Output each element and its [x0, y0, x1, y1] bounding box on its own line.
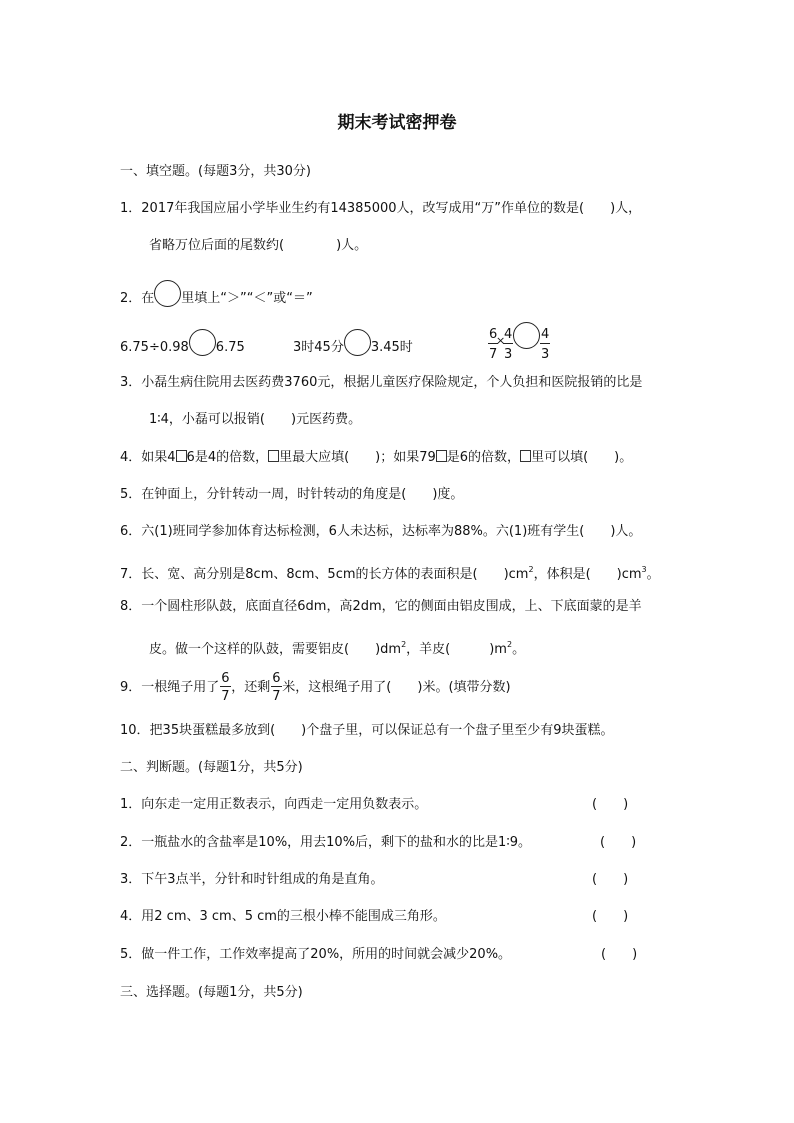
- q7-part1: 7．长、宽、高分别是8cm、8cm、5cm的长方体的表面积是( )cm: [120, 567, 529, 582]
- question-1-line2: 省略万位后面的尾数约( )人。: [149, 238, 368, 253]
- question-1-line1: 1．2017年我国应届小学毕业生约有14385000人，改写成用“万”作单位的数是( )人，: [120, 201, 642, 216]
- judge-answer-3[interactable]: ( ): [592, 872, 629, 887]
- q9-part2: ，还剩: [231, 680, 271, 695]
- q4-part4: 是6的倍数，: [446, 450, 521, 465]
- q8-sup2: 2: [506, 640, 513, 649]
- q2a-left: 6.75÷0.98: [120, 340, 189, 355]
- q8-part1: 皮。做一个这样的队鼓，需要铝皮( )dm: [149, 642, 402, 657]
- q7-sup2: 3: [641, 565, 647, 574]
- q8-sup1: 2: [401, 640, 407, 649]
- question-10: 10．把35块蛋糕最多放到( )个盘子里，可以保证总有一个盘子里至少有9块蛋糕。: [120, 723, 614, 738]
- fraction: [219, 671, 231, 704]
- numerator: 6: [221, 671, 230, 686]
- question-3-line1: 3．小磊生病住院用去医药费3760元，根据儿童医疗保险规定，个人负担和医院报销的比是: [120, 375, 643, 390]
- judge-item-2: 2．一瓶盐水的含盐率是10%，用去10%后，剩下的盐和水的比是1∶9。: [120, 835, 531, 850]
- question-6: 6．六(1)班同学参加体育达标检测，6人未达标，达标率为88%。六(1)班有学生( )人。: [120, 524, 642, 539]
- question-7: [120, 562, 660, 583]
- q2b-right: 3.45时: [370, 340, 413, 355]
- q4-part1: 4．如果4: [120, 450, 176, 465]
- q7-part2: ，体积是( )cm: [533, 567, 642, 582]
- judge-answer-2[interactable]: ( ): [600, 835, 637, 850]
- judge-item-1: 1．向东走一定用正数表示，向西走一定用负数表示。: [120, 797, 428, 812]
- q9-part1: 9．一根绳子用了: [120, 680, 220, 695]
- question-3-line2: 1∶4，小磊可以报销( )元医药费。: [149, 412, 362, 427]
- judge-item-3: 3．下午3点半，分针和时针组成的角是直角。: [120, 872, 384, 887]
- section3-header: 三、选择题。(每题1分，共5分): [120, 985, 303, 1000]
- question-4: [120, 450, 632, 466]
- q9-part3: 米，这根绳子用了( )米。(填带分数): [282, 680, 511, 695]
- numerator: 6: [272, 671, 281, 686]
- judge-item-5: 5．做一件工作，工作效率提高了20%，所用的时间就会减少20%。: [120, 947, 512, 962]
- question-9: [120, 671, 511, 704]
- q2a-right: 6.75: [215, 340, 245, 355]
- numerator: 4: [504, 327, 513, 342]
- question-2a: [120, 334, 245, 361]
- judge-answer-4[interactable]: ( ): [592, 909, 629, 924]
- judge-answer-5[interactable]: ( ): [601, 947, 638, 962]
- blank-box-icon: [520, 450, 531, 462]
- blank-box-icon: [436, 450, 447, 462]
- question-8-line1: 8．一个圆柱形队鼓，底面直径6dm，高2dm，它的侧面由铝皮围成，上、下底面蒙的是羊: [120, 599, 642, 614]
- denominator: 7: [272, 689, 281, 704]
- judge-answer-1[interactable]: ( ): [592, 797, 629, 812]
- multiply-sign: ×: [496, 334, 506, 347]
- denominator: 3: [504, 347, 513, 362]
- question-2b: [293, 334, 413, 361]
- answer-circle[interactable]: [189, 329, 216, 356]
- compare-circle-icon: [154, 280, 181, 307]
- fraction: [270, 671, 282, 704]
- denominator: 7: [221, 689, 230, 704]
- q4-part3: 里最大应填( )；如果79: [279, 450, 436, 465]
- numerator: 4: [541, 327, 550, 342]
- page-title: 期末考试密押卷: [337, 113, 457, 133]
- q2-suffix: 里填上“＞”“＜”或“＝”: [181, 291, 313, 306]
- blank-box-icon: [268, 450, 279, 462]
- question-8-line2: [149, 637, 525, 658]
- denominator: 7: [489, 347, 498, 362]
- judge-item-4: 4．用2 cm、3 cm、5 cm的三根小棒不能围成三角形。: [120, 909, 446, 924]
- q7-part3: 。: [646, 567, 660, 582]
- q4-part2: 6是4的倍数，: [186, 450, 269, 465]
- question-5: 5．在钟面上，分针转动一周，时针转动的角度是( )度。: [120, 487, 464, 502]
- q2b-left: 3时45分: [293, 340, 344, 355]
- answer-circle[interactable]: [344, 329, 371, 356]
- denominator: 3: [541, 347, 550, 362]
- q4-part5: 里可以填( )。: [531, 450, 633, 465]
- q2-prefix: 2．在: [120, 291, 155, 306]
- q7-sup1: 2: [528, 565, 534, 574]
- q8-part3: 。: [512, 642, 526, 657]
- q8-part2: ，羊皮( )m: [406, 642, 507, 657]
- numerator: 6: [489, 327, 498, 342]
- section1-header: 一、填空题。(每题3分，共30分): [120, 164, 311, 179]
- blank-box-icon: [176, 450, 187, 462]
- question-2-instruction: [120, 285, 313, 312]
- answer-circle[interactable]: [513, 322, 540, 349]
- section2-header: 二、判断题。(每题1分，共5分): [120, 760, 303, 775]
